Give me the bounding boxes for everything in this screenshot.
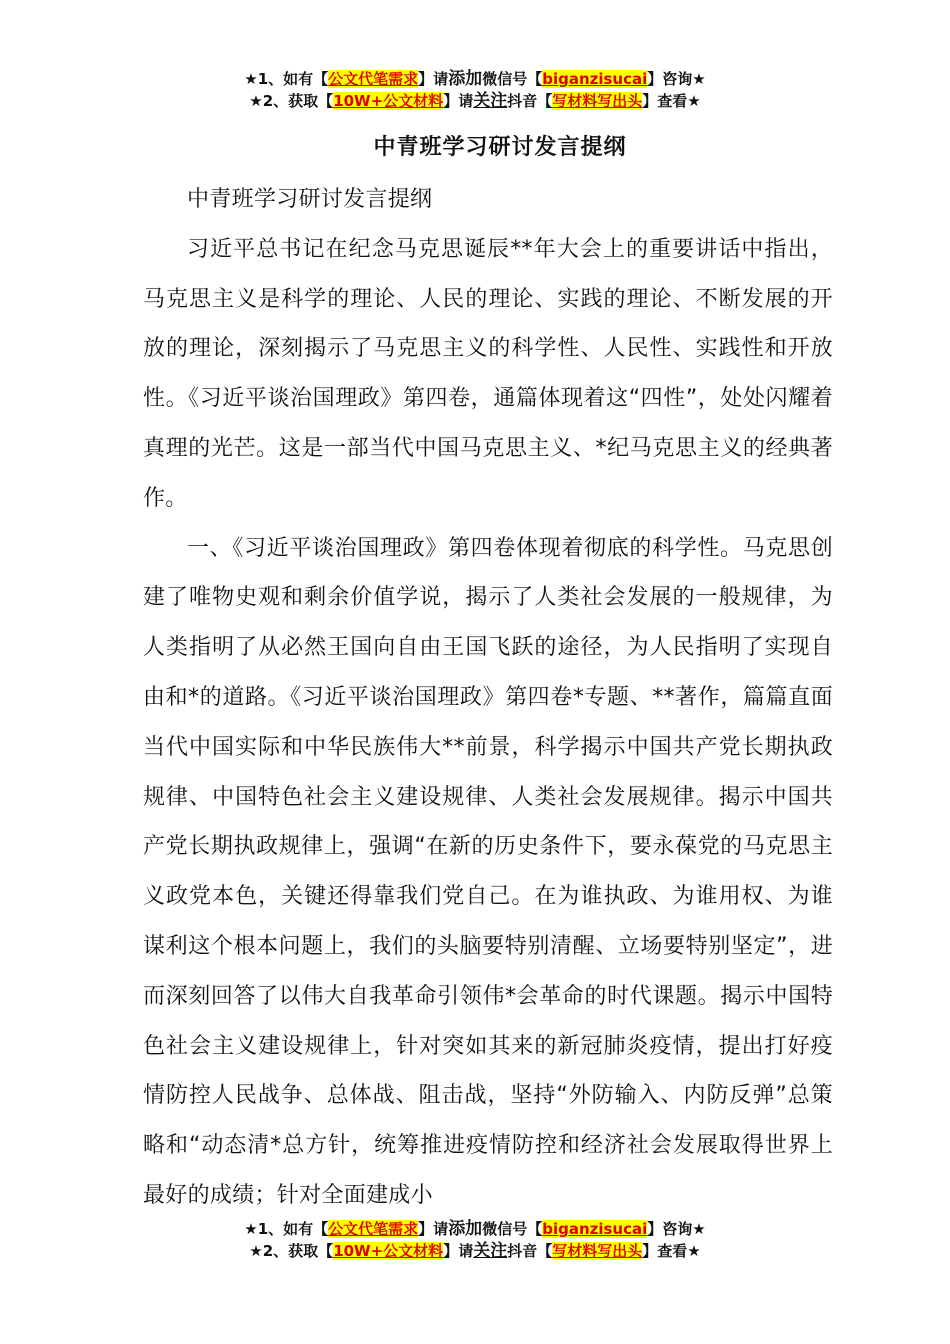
promo-text: 】查看★ (642, 1242, 701, 1260)
promo-highlight: 公文代笔需求 (328, 70, 419, 88)
promo-line-2 (0, 90, 950, 112)
promo-text: ★1、如有【 (244, 1220, 329, 1238)
promo-banner-top (0, 68, 950, 112)
promo-emphasis: 添加 (448, 1219, 483, 1239)
promo-highlight: 公文代笔需求 (328, 1220, 419, 1238)
document-body (143, 175, 833, 1221)
paragraph-subtitle: 中青班学习研讨发言提纲 (187, 187, 433, 212)
promo-line-1 (0, 1218, 950, 1240)
document-title: 中青班学习研讨发言提纲 (373, 135, 627, 160)
paragraph-intro: 习近平总书记在纪念马克思诞辰**年大会上的重要讲话中指出，马克思主义是科学的理论、人民的理论、实践的理论、不断发展的开放的理论，深刻揭示了马克思主义的科学性、人民性、实践性和开放性。《习近平谈治国理政》第四卷，通篇体现着这“四性”，处处闪耀着真理的光芒。这是一部当代中国马克思主义、*纪马克思主义的经典著作。 (143, 236, 833, 511)
paragraph-section-1: 一、《习近平谈治国理政》第四卷体现着彻底的科学性。马克思创建了唯物史观和剩余价值学说，揭示了人类社会发展的一般规律，为人类指明了从必然王国向自由王国飞跃的途径，为人民指明了实现自由和*的道路。《习近平谈治国理政》第四卷*专题、**著作，篇篇直面当代中国实际和中华民族伟大**前景，科学揭示中国共产党长期执政规律、中国特色社会主义建设规律、人类社会发展规律。揭示中国共产党长期执政规律上，强调“在新的历史条件下，要永葆党的马克思主义政党本色，关键还得靠我们党自己。在为谁执政、为谁用权、为谁谋利这个根本问题上，我们的头脑要特别清醒、立场要特别坚定”，进而深刻回答了以伟大自我革命引领伟*会革命的时代课题。揭示中国特色社会主义建设规律上，针对突如其来的新冠肺炎疫情，提出打好疫情防控人民战争、总体战、阻击战，坚持“外防输入、内防反弹”总策略和“动态清*总方针，统筹推进疫情防控和经济社会发展取得世界上最好的成绩；针对全面建成小 (143, 535, 833, 1208)
promo-highlight: 10W+公文材料 (333, 92, 444, 110)
promo-text: 】查看★ (642, 92, 701, 110)
promo-text: 】请 (418, 1220, 449, 1238)
promo-line-1 (0, 68, 950, 90)
promo-douyin-id: 写材料写出头 (552, 1242, 643, 1260)
promo-text: 】请 (443, 1242, 474, 1260)
promo-emphasis: 关注 (473, 91, 508, 111)
promo-wechat-id: biganzisucai (542, 70, 648, 88)
promo-highlight: 10W+公文材料 (333, 1242, 444, 1260)
promo-line-2 (0, 1240, 950, 1262)
promo-text: 】咨询★ (647, 70, 706, 88)
promo-text: 】咨询★ (647, 1220, 706, 1238)
promo-text: 抖音【 (507, 1242, 553, 1260)
promo-banner-bottom (0, 1218, 950, 1262)
promo-text: ★2、获取【 (249, 92, 334, 110)
promo-douyin-id: 写材料写出头 (552, 92, 643, 110)
promo-text: 微信号【 (482, 70, 543, 88)
promo-text: ★1、如有【 (244, 70, 329, 88)
promo-text: 微信号【 (482, 1220, 543, 1238)
promo-text: 抖音【 (507, 92, 553, 110)
promo-emphasis: 关注 (473, 1241, 508, 1261)
promo-text: 】请 (418, 70, 449, 88)
promo-text: ★2、获取【 (249, 1242, 334, 1260)
promo-text: 】请 (443, 92, 474, 110)
promo-wechat-id: biganzisucai (542, 1220, 648, 1238)
promo-emphasis: 添加 (448, 69, 483, 89)
